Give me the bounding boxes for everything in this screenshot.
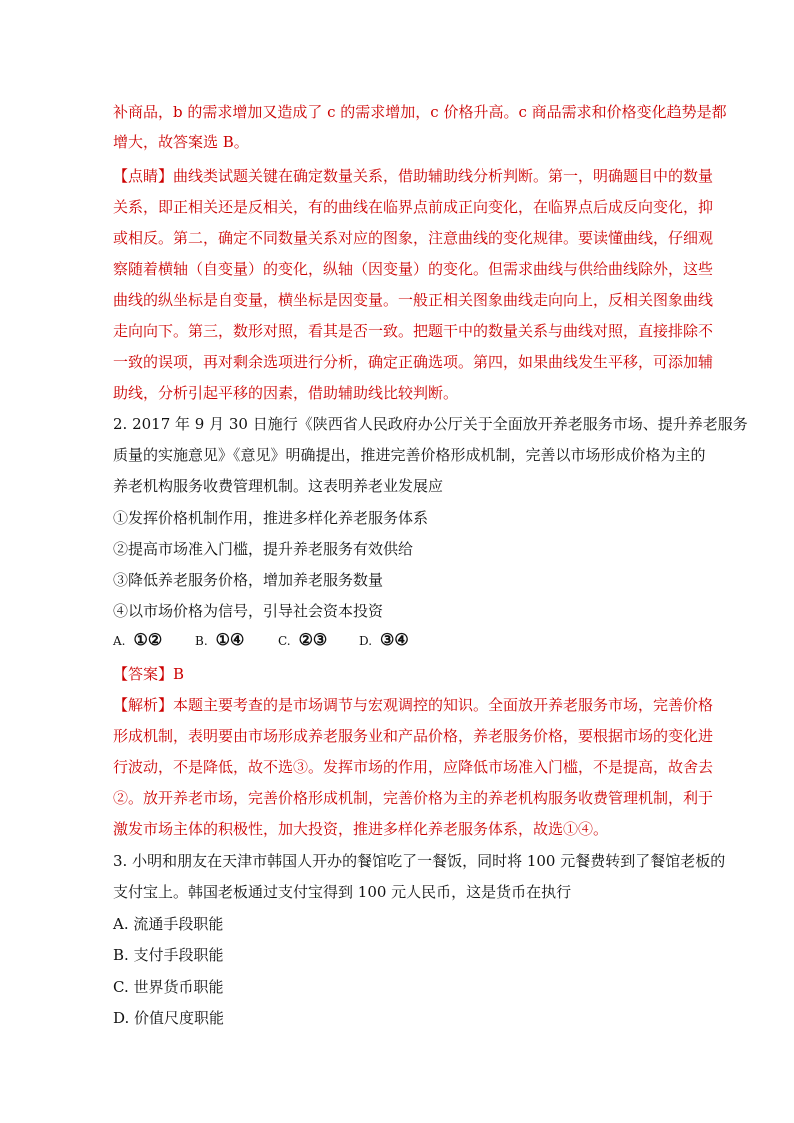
text-line: 增大，故答案选 B。 <box>113 133 249 151</box>
answer-line <box>113 664 688 684</box>
text-line: ②。放开养老市场，完善价格形成机制，完善价格为主的养老机构服务收费管理机制，利于 <box>113 789 714 807</box>
option-value: ①② <box>133 630 163 649</box>
option-value: ②③ <box>298 630 328 649</box>
text-line: 激发市场主体的积极性，加大投资，推进多样化养老服务体系，故选①④。 <box>113 820 609 838</box>
statement-2: ②提高市场准入门槛，提升养老服务有效供给 <box>113 540 414 558</box>
option-b <box>195 630 244 649</box>
choice-c: C. 世界货币职能 <box>113 978 224 996</box>
option-letter: B. <box>195 634 208 648</box>
text-line: 曲线的纵坐标是自变量，横坐标是因变量。一般正相关图象曲线走向向上，反相关图象曲线 <box>113 291 714 309</box>
text-line: 或相反。第二，确定不同数量关系对应的图象，注意曲线的变化规律。要读懂曲线，仔细观 <box>113 229 714 247</box>
text-line: 支付宝上。韩国老板通过支付宝得到 100 元人民币，这是货币在执行 <box>113 883 572 901</box>
answer-value: B <box>173 665 185 683</box>
tip-text: 曲线类试题关键在确定数量关系，借助辅助线分析判断。第一，明确题目中的数量 <box>173 167 714 185</box>
text-line: 补商品，b 的需求增加又造成了 c 的需求增加，c 价格升高。c 商品需求和价格变化趋势是都 <box>113 103 727 121</box>
answer-options <box>113 630 688 654</box>
text-line: 察随着横轴（自变量）的变化，纵轴（因变量）的变化。但需求曲线与供给曲线除外，这些 <box>113 260 714 278</box>
option-d <box>359 630 409 649</box>
question-3-stem: 3. 小明和朋友在天津市韩国人开办的餐馆吃了一餐饭，同时将 100 元餐费转到了餐馆老板的 <box>113 852 726 870</box>
text-line: 一致的误项，再对剩余选项进行分析，确定正确选项。第四，如果曲线发生平移，可添加辅 <box>113 353 714 371</box>
choice-b: B. 支付手段职能 <box>113 946 224 964</box>
analysis-tag: 【解析】 <box>113 696 174 714</box>
option-letter: D. <box>359 634 373 648</box>
option-value: ③④ <box>380 630 409 649</box>
choice-a: A. 流通手段职能 <box>113 915 224 933</box>
option-value: ①④ <box>215 630 245 649</box>
statement-1: ①发挥价格机制作用，推进多样化养老服务体系 <box>113 509 429 527</box>
choice-d: D. 价值尺度职能 <box>113 1009 225 1027</box>
option-a <box>113 630 162 649</box>
text-line: 质量的实施意见》《意见》明确提出，推进完善价格形成机制，完善以市场形成价格为主的 <box>113 446 706 464</box>
answer-tag: 【答案】 <box>113 665 174 683</box>
option-c <box>278 630 327 649</box>
analysis-text: 本题主要考查的是市场调节与宏观调控的知识。全面放开养老服务市场，完善价格 <box>173 696 714 714</box>
text-line: 形成机制，表明要由市场形成养老服务业和产品价格，养老服务价格，要根据市场的变化进 <box>113 727 714 745</box>
option-letter: C. <box>278 634 291 648</box>
text-line: 行波动，不是降低，故不选③。发挥市场的作用，应降低市场准入门槛，不是提高，故舍去 <box>113 758 714 776</box>
tip-tag: 【点睛】 <box>113 167 174 185</box>
text-line: 助线，分析引起平移的因素，借助辅助线比较判断。 <box>113 384 459 402</box>
text-line: 养老机构服务收费管理机制。这表明养老业发展应 <box>113 477 444 495</box>
text-line: 关系，即正相关还是反相关，有的曲线在临界点前成正向变化，在临界点后成反向变化，抑 <box>113 198 714 216</box>
text-line: 走向向下。第三，数形对照，看其是否一致。把题干中的数量关系与曲线对照，直接排除不 <box>113 322 714 340</box>
analysis-start <box>113 695 714 715</box>
question-2-stem: 2. 2017 年 9 月 30 日施行《陕西省人民政府办公厅关于全面放开养老服务市场、提升养老服务 <box>113 415 748 433</box>
tip-paragraph-start <box>113 166 714 186</box>
statement-3: ③降低养老服务价格，增加养老服务数量 <box>113 571 384 589</box>
statement-4: ④以市场价格为信号，引导社会资本投资 <box>113 602 384 620</box>
option-letter: A. <box>113 634 126 648</box>
